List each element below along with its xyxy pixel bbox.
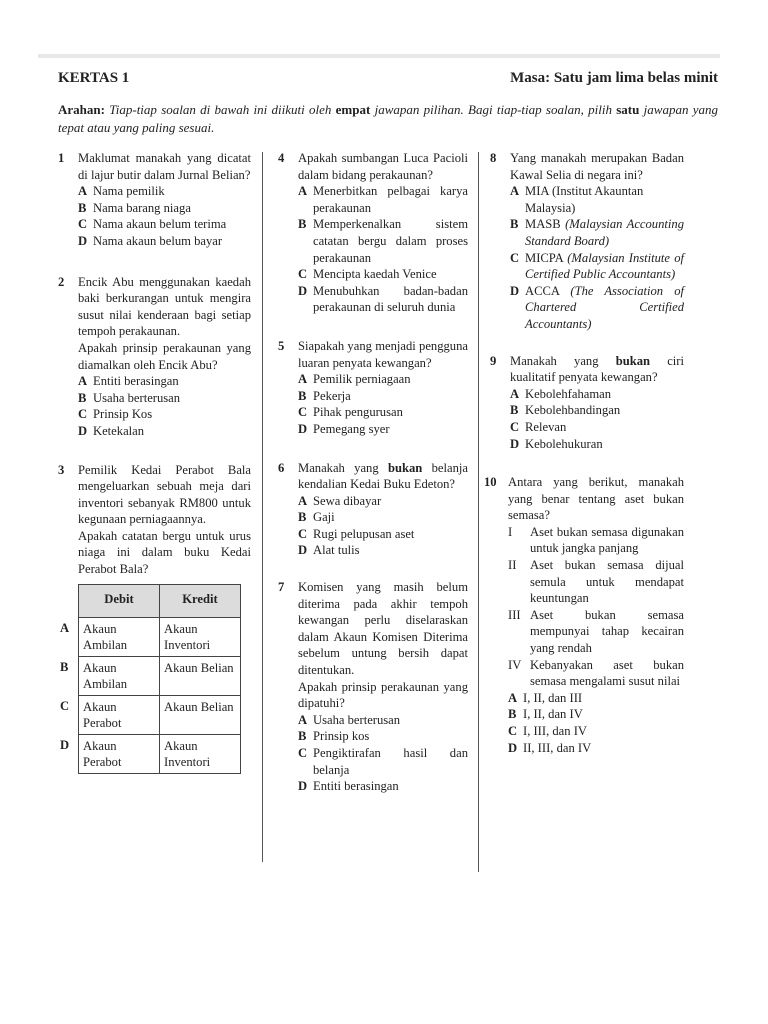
question-number: 4 <box>278 151 285 165</box>
option-c[interactable] <box>298 745 468 778</box>
option-a[interactable] <box>78 183 251 200</box>
option-text: Mencipta kaedah Venice <box>313 267 437 282</box>
option-text: Nama pemilik <box>93 184 165 199</box>
option-letter: B <box>510 217 519 232</box>
statement-i <box>508 524 684 557</box>
option-full: (The Association of Chartered Certified Accountants) <box>525 283 684 331</box>
question-ask: Apakah prinsip perakaunan yang dipatuhi? <box>298 679 468 711</box>
stem-pre: Manakah yang <box>298 460 379 475</box>
statement-text: Aset bukan semasa mempunyai tahap kecairan yang rendah <box>530 607 684 656</box>
option-a[interactable] <box>510 386 684 403</box>
option-text <box>525 283 684 333</box>
option-letter: C <box>298 746 308 760</box>
question-stem: Encik Abu menggunakan kaedah baki berkurangan untuk mengira susut nilai kenderaan bagi setiap tempoh perakaunan. <box>78 274 251 339</box>
stem-post: belanja kendalian Kedai Buku Edeton? <box>298 460 468 492</box>
option-text <box>525 250 684 283</box>
option-letter: C <box>298 526 308 541</box>
column-3 <box>484 150 684 772</box>
question-ask: Apakah prinsip perakaunan yang diamalkan oleh Encik Abu? <box>78 340 251 372</box>
question-10 <box>484 474 684 756</box>
option-letter: D <box>298 779 308 794</box>
top-rule <box>38 54 720 58</box>
option-text: Menerbitkan pelbagai karya perakaunan <box>313 184 468 215</box>
option-text: Entiti berasingan <box>93 374 179 389</box>
question-4 <box>278 150 468 316</box>
row-letter: B <box>60 660 69 675</box>
option-text <box>525 216 684 249</box>
option-b[interactable] <box>510 402 684 419</box>
column-divider-2 <box>478 152 479 872</box>
statement-text: Aset bukan semasa digunakan untuk jangka panjang <box>530 524 684 556</box>
option-letter: B <box>298 729 307 744</box>
option-b[interactable] <box>78 200 251 217</box>
option-text: Entiti berasingan <box>313 779 399 794</box>
kredit-cell: Akaun Belian <box>160 695 241 734</box>
option-text: Prinsip kos <box>313 729 370 744</box>
option-letter: D <box>508 740 518 755</box>
option-text: Rugi pelupusan aset <box>313 526 415 541</box>
option-d[interactable] <box>510 436 684 453</box>
option-b[interactable] <box>298 509 468 526</box>
option-letter: D <box>298 421 308 436</box>
kredit-cell: Akaun Inventori <box>160 734 241 773</box>
question-number: 2 <box>58 274 65 289</box>
row-letter: C <box>60 699 70 714</box>
option-letter: A <box>510 184 520 199</box>
page-header <box>58 70 718 87</box>
question-number: 6 <box>278 460 285 475</box>
instructions-text-1: Tiap-tiap soalan di bawah ini diikuti oleh <box>109 102 332 117</box>
column-divider-1 <box>262 152 263 862</box>
option-text: Usaha berterusan <box>93 390 181 405</box>
double-entry-table <box>60 584 241 774</box>
table-row-a[interactable] <box>60 617 241 656</box>
statement-roman: III <box>508 607 521 622</box>
option-letter: B <box>78 200 87 215</box>
option-text: Nama akaun belum terima <box>93 217 227 232</box>
question-stem: Maklumat manakah yang dicatat di lajur butir dalam Jurnal Belian? <box>78 151 251 182</box>
instructions-bold-1: empat <box>335 102 371 117</box>
question-9 <box>490 353 684 453</box>
option-text: Usaha berterusan <box>313 712 401 727</box>
option-c[interactable] <box>298 266 468 283</box>
instructions <box>58 101 718 137</box>
option-letter: C <box>78 217 88 232</box>
option-text: Prinsip Kos <box>93 407 153 422</box>
option-letter: C <box>298 267 308 282</box>
question-number: 10 <box>484 475 497 490</box>
statement-roman: I <box>508 524 513 539</box>
option-c[interactable] <box>298 404 468 421</box>
column-2 <box>278 150 468 811</box>
option-letter: D <box>298 283 308 298</box>
statement-ii <box>508 557 684 607</box>
option-full: (Malaysian Institute of Certified Public Accountants) <box>525 250 684 282</box>
option-abbr: MASB <box>525 217 561 232</box>
option-text: Pemegang syer <box>313 421 390 436</box>
option-letter: D <box>298 543 308 558</box>
question-stem <box>510 353 684 386</box>
option-letter: C <box>298 405 308 420</box>
option-text: Pihak pengurusan <box>313 405 403 420</box>
debit-cell: Akaun Ambilan <box>79 656 160 695</box>
option-text: Kebolehukuran <box>525 436 603 451</box>
option-text: Kebolehbandingan <box>525 403 621 418</box>
question-number: 8 <box>490 151 497 165</box>
debit-header: Debit <box>79 584 160 617</box>
row-letter: D <box>60 738 70 753</box>
stem-pre: Manakah yang <box>510 353 599 368</box>
option-letter: A <box>508 690 518 705</box>
instructions-text-2: jawapan pilihan. Bagi tiap-tiap soalan, pilih <box>374 102 612 117</box>
question-stem: Antara yang berikut, manakah yang benar tentang aset bukan semasa? <box>508 475 684 523</box>
option-letter: B <box>298 217 307 232</box>
option-letter: A <box>510 386 520 401</box>
debit-cell: Akaun Perabot <box>79 695 160 734</box>
table-row-d[interactable] <box>60 734 241 773</box>
option-text: Memperkenalkan sistem catatan bergu dalam proses perakaunan <box>313 217 468 265</box>
kredit-cell: Akaun Belian <box>160 656 241 695</box>
stem-emphasis: bukan <box>387 460 423 475</box>
debit-cell: Akaun Perabot <box>79 734 160 773</box>
question-8 <box>490 150 684 333</box>
question-number: 9 <box>490 353 497 368</box>
option-b[interactable] <box>298 388 468 405</box>
question-number: 3 <box>58 462 65 477</box>
option-a[interactable] <box>298 371 468 388</box>
instructions-text-3: jawapan yang tepat atau yang paling sesuai. <box>58 102 718 135</box>
option-letter: B <box>508 707 517 722</box>
question-ask: Apakah catatan bergu untuk urus niaga ini dalam buku Kedai Perabot Bala? <box>78 528 251 577</box>
kredit-header: Kredit <box>160 584 241 617</box>
option-a[interactable] <box>78 373 251 390</box>
option-text: Pemilik perniagaan <box>313 372 411 387</box>
option-letter: D <box>78 423 88 438</box>
option-letter: C <box>508 724 518 738</box>
option-full: (Institut Akauntan Malaysia) <box>525 184 644 215</box>
option-c[interactable] <box>78 406 251 423</box>
option-a[interactable] <box>298 493 468 510</box>
option-letter: A <box>78 184 88 199</box>
column-1 <box>58 150 251 790</box>
table-row-c[interactable] <box>60 695 241 734</box>
option-letter: C <box>78 407 88 422</box>
question-stem: Siapakah yang menjadi pengguna luaran penyata kewangan? <box>298 338 468 370</box>
option-text: Ketekalan <box>93 423 145 438</box>
option-abbr: ACCA <box>525 283 560 298</box>
option-d[interactable] <box>78 423 251 440</box>
option-c[interactable] <box>510 250 684 283</box>
table-corner <box>60 584 79 617</box>
option-text: I, II, dan III <box>523 690 583 705</box>
option-text: Nama barang niaga <box>93 200 191 215</box>
option-a[interactable] <box>508 690 684 707</box>
statement-roman: IV <box>508 657 522 672</box>
paper-title: KERTAS 1 <box>58 70 130 86</box>
option-letter: D <box>78 233 88 248</box>
option-c[interactable] <box>78 216 251 233</box>
option-text <box>525 183 684 216</box>
option-abbr: MIA <box>525 184 549 199</box>
option-text: Menubuhkan badan-badan perakaunan di seluruh dunia <box>313 283 468 315</box>
option-letter: A <box>298 184 308 199</box>
row-letter: A <box>60 621 70 636</box>
question-number: 5 <box>278 338 285 353</box>
option-letter: D <box>510 436 520 451</box>
statement-iii <box>508 607 684 657</box>
option-c[interactable] <box>508 723 684 740</box>
option-text: I, II, dan IV <box>523 707 583 722</box>
option-text: Alat tulis <box>313 543 360 558</box>
option-text: Gaji <box>313 510 335 525</box>
option-letter: A <box>78 374 88 389</box>
option-letter: B <box>298 510 307 525</box>
option-letter: A <box>298 493 308 508</box>
option-d[interactable] <box>298 283 468 316</box>
debit-cell: Akaun Ambilan <box>79 617 160 656</box>
option-letter: B <box>510 403 519 418</box>
kredit-cell: Akaun Inventori <box>160 617 241 656</box>
question-stem: Komisen yang masih belum diterima pada akhir tempoh kewangan perlu diselaraskan dalam Akaun Komisen Diterima sebelum untung bersih dapat ditentukan. <box>298 580 468 678</box>
question-stem <box>298 460 468 493</box>
question-number: 7 <box>278 580 285 595</box>
table-row-b[interactable] <box>60 656 241 695</box>
question-2 <box>58 274 251 440</box>
option-b[interactable] <box>298 728 468 745</box>
option-text: I, III, dan IV <box>523 724 587 738</box>
question-5 <box>278 338 468 438</box>
option-letter: A <box>298 372 308 387</box>
question-stem: Yang manakah merupakan Badan Kawal Selia di negara ini? <box>510 151 684 182</box>
option-d[interactable] <box>78 233 251 250</box>
option-text: Pengiktirafan hasil dan belanja <box>313 746 468 777</box>
option-full: (Malaysian Accounting Standard Board) <box>525 217 684 248</box>
option-d[interactable] <box>298 778 468 795</box>
option-d[interactable] <box>298 421 468 438</box>
question-7 <box>278 579 468 795</box>
question-number: 1 <box>58 151 65 165</box>
option-abbr: MICPA <box>525 250 564 265</box>
option-letter: A <box>298 712 308 727</box>
option-text: Relevan <box>525 419 567 434</box>
option-b[interactable] <box>78 390 251 407</box>
stem-post: ciri kualitatif penyata kewangan? <box>510 353 684 385</box>
option-letter: C <box>510 419 520 434</box>
option-b[interactable] <box>510 216 684 249</box>
question-1 <box>58 150 251 250</box>
question-stem: Apakah sumbangan Luca Pacioli dalam bidang perakaunan? <box>298 151 468 182</box>
question-3 <box>58 462 251 774</box>
statement-text: Aset bukan semasa dijual semula untuk mendapat keuntungan <box>530 558 684 606</box>
option-d[interactable] <box>298 542 468 559</box>
option-text: Sewa dibayar <box>313 493 382 508</box>
time-allowed: Masa: Satu jam lima belas minit <box>510 70 718 86</box>
option-letter: C <box>510 250 520 265</box>
question-stem: Pemilik Kedai Perabot Bala mengeluarkan sebuah meja dari inventori sebanyak RM800 untuk kegunaan perniagaannya. <box>78 462 251 527</box>
option-text: II, III, dan IV <box>523 740 592 755</box>
option-letter: D <box>510 283 520 298</box>
option-c[interactable] <box>510 419 684 436</box>
option-letter: B <box>298 388 307 403</box>
option-c[interactable] <box>298 526 468 543</box>
instructions-bold-2: satu <box>616 102 640 117</box>
option-d[interactable] <box>508 740 684 757</box>
statement-iv <box>508 657 684 690</box>
option-a[interactable] <box>298 183 468 216</box>
option-letter: B <box>78 390 87 405</box>
option-text: Pekerja <box>313 388 351 403</box>
option-a[interactable] <box>298 712 468 729</box>
instructions-lead: Arahan: <box>58 102 105 117</box>
option-b[interactable] <box>508 706 684 723</box>
option-b[interactable] <box>298 216 468 266</box>
statement-text: Kebanyakan aset bukan semasa mengalami susut nilai <box>530 657 684 689</box>
option-text: Kebolehfahaman <box>525 386 612 401</box>
stem-emphasis: bukan <box>615 353 651 368</box>
option-text: Nama akaun belum bayar <box>93 233 223 248</box>
statement-roman: II <box>508 558 517 573</box>
option-a[interactable] <box>510 183 684 216</box>
question-6 <box>278 460 468 560</box>
option-d[interactable] <box>510 283 684 333</box>
